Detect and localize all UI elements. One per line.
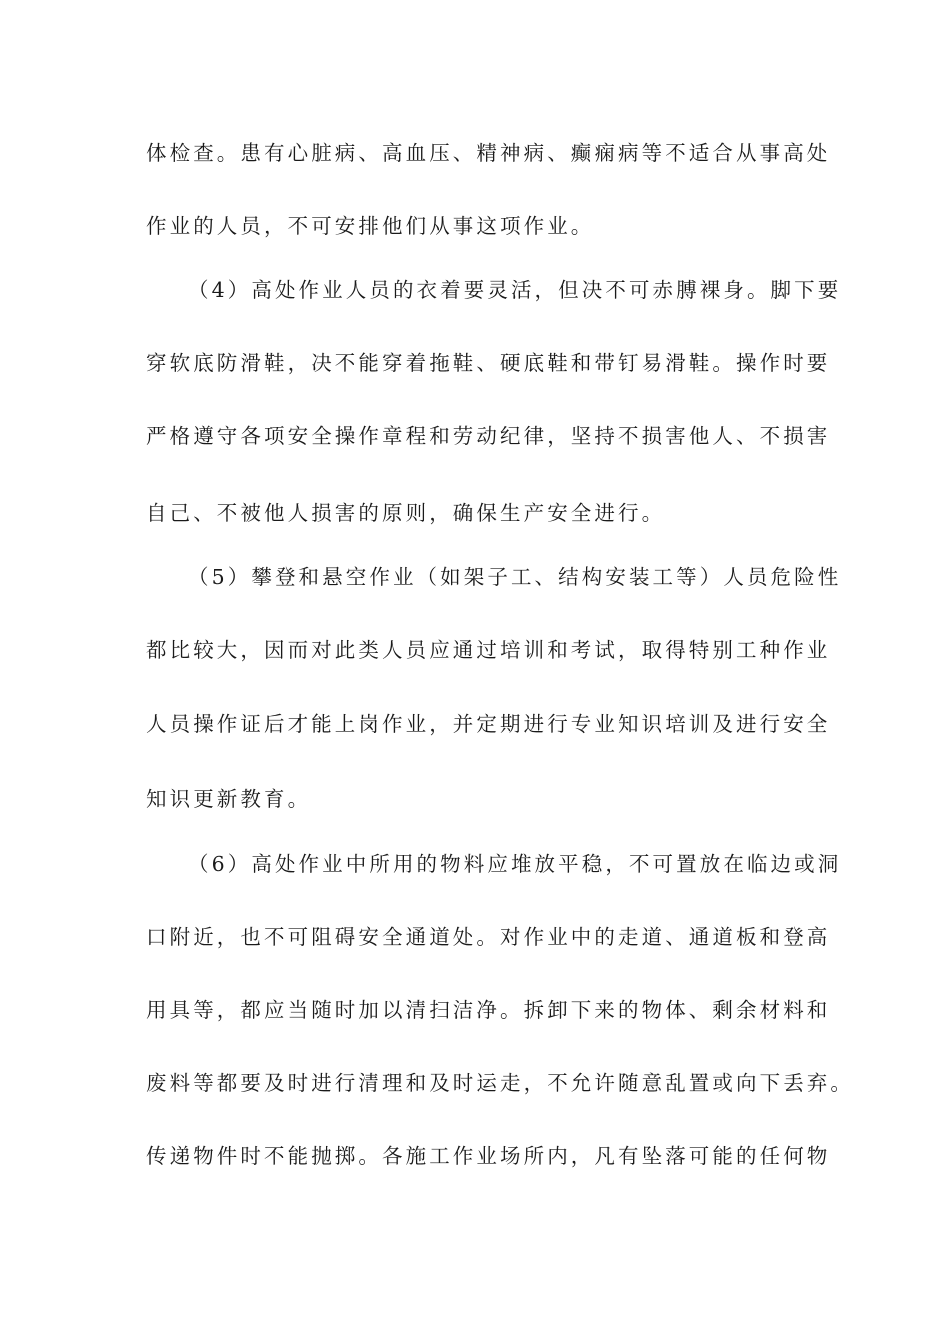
- text-line: 人员操作证后才能上岗作业，并定期进行专业知识培训及进行安全: [146, 712, 831, 736]
- text-line: 穿软底防滑鞋，决不能穿着拖鞋、硬底鞋和带钉易滑鞋。操作时要: [146, 351, 831, 375]
- text-line: 用具等，都应当随时加以清扫洁净。拆卸下来的物体、剩余材料和: [146, 998, 831, 1022]
- text-line: 口附近，也不可阻碍安全通道处。对作业中的走道、通道板和登高: [146, 925, 831, 949]
- text-line: 知识更新教育。: [146, 787, 312, 811]
- text-line: 都比较大，因而对此类人员应通过培训和考试，取得特别工种作业: [146, 638, 831, 662]
- text-line: 传递物件时不能抛掷。各施工作业场所内，凡有坠落可能的任何物: [146, 1144, 831, 1168]
- text-line: 自己、不被他人损害的原则，确保生产安全进行。: [146, 501, 666, 525]
- text-line: 严格遵守各项安全操作章程和劳动纪律，坚持不损害他人、不损害: [146, 424, 831, 448]
- text-line: 体检查。患有心脏病、高血压、精神病、癫痫病等不适合从事高处: [146, 141, 831, 165]
- text-line: 废料等都要及时进行清理和及时运走，不允许随意乱置或向下丢弃。: [146, 1071, 854, 1095]
- paragraph-4-start: （4）高处作业人员的衣着要灵活，但决不可赤膊裸身。脚下要: [188, 278, 842, 302]
- text-line: 作业的人员，不可安排他们从事这项作业。: [146, 214, 595, 238]
- paragraph-6-start: （6）高处作业中所用的物料应堆放平稳，不可置放在临边或洞: [188, 852, 842, 876]
- paragraph-5-start: （5）攀登和悬空作业（如架子工、结构安装工等）人员危险性: [188, 565, 842, 589]
